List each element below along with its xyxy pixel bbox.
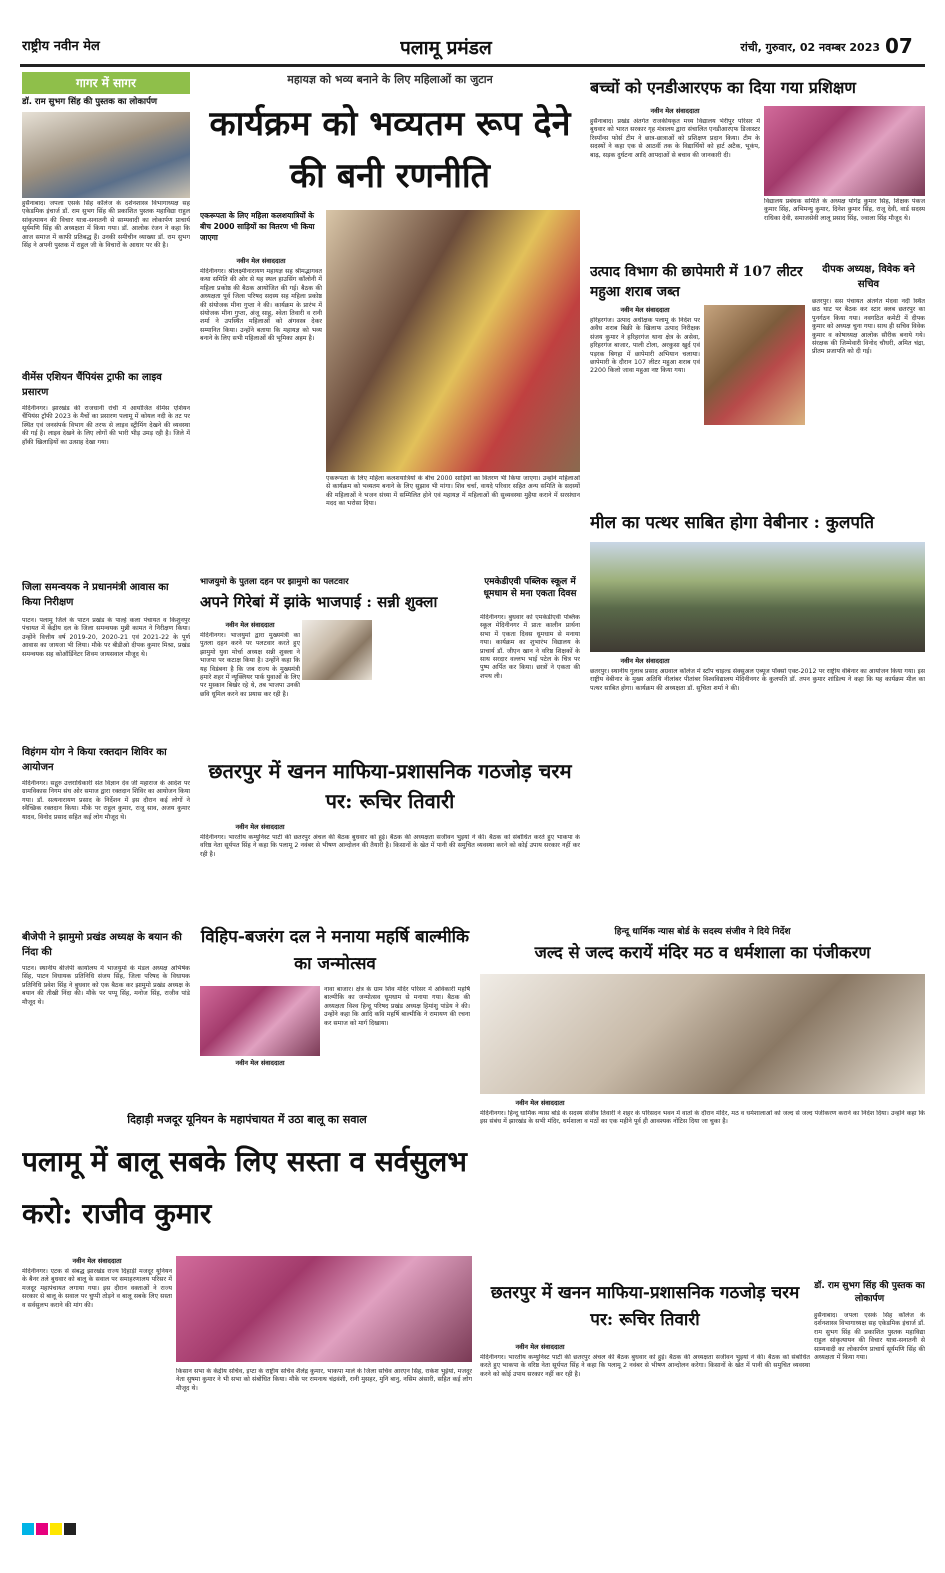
excise-body: हरिहरगंज। उत्पाद अधीक्षक पलामू के निर्देश पर अवैध शराब बिक्री के खिलाफ उत्पाद निरीक्षक संजय कुमार ने हरिहरगंज थाना क्षेत्र के असेवा, हरिहरगंज बाजार, पाली टोला, अरकुसा खुर्द एवं पड़रक बिगहा में छापेमारी अभियान चलाया। छापेमारी के दौरान 107 लीटर महुआ शराब एवं 2200 किलो जावा महुआ नष्ट किया गया।: [590, 317, 700, 375]
webinar-byline: नवीन मेल संवाददाता: [620, 657, 670, 665]
temple-body: मेदिनीनगर। हिन्दू धार्मिक न्यास बोर्ड के सदस्य संजीव तिवारी ने शहर के परिसदन भवन में वार्ता के दौरान मंदिर, मठ व धर्मशालाओं को जल्द से जल्द पंजीकरण कराने का निर्देश दिया। उन्होंने कहा कि इस संबंध में झारखंड के सभी मंदिर, धर्मशाला व मठों का एक महीने पूर्व ही आवश्यक नोटिस दिया जा चुका है।: [480, 1110, 925, 1126]
ndrf-photo: [764, 106, 925, 196]
bjym-byline: नवीन मेल संवाददाता: [225, 621, 275, 629]
webinar-body: छतरपुर। स्थानीय गुलाब प्रसाद अग्रवाल कॉलेज में स्टॉप चाइल्ड सेक्सुअल एब्यूज पॉक्सो एक्ट-2012 पर राष्ट्रीय वेबिनार का आयोजन किया गया। इस राष्ट्रीय वेबीनार के मुख्य अतिथि नीलांबर पीतांबर विश्वविद्यालय मेदिनीनगर के कुलपति डॉ. तपन कुमार शांडिल्य ने कहा कि यह कार्यक्रम मील का पत्थर साबित होगा। कार्यक्रम की अध्यक्षता डॉ. सुचिता शर्मा ने की।: [590, 668, 925, 692]
sand-body: मेदिनीनगर। एटक से संबद्ध झारखंड राज्य दिहाड़ी मजदूर यूनियन के बैनर तले बुधवार को बालू के सवाल पर समाहरणालय परिसर में मजदूर महापंचायत लगाया गया। इस दौरान वक्ताओं ने राज्य सरकार से बालू के सवाल पर चुप्पी तोड़ने व बालू सबके लिए सस्ता व सर्वसुलभ कराने की मांग की।: [22, 1268, 172, 1309]
left-story5-headline: बीजेपी ने झामुमो प्रखंड अध्यक्ष के बयान की निंदा की: [22, 932, 182, 958]
bjym-headline: अपने गिरेबां में झांके भाजपाई : सन्नी शुक्ला: [200, 593, 438, 611]
excise-byline: नवीन मेल संवाददाता: [620, 306, 670, 314]
bjym-kicker: भाजयुमो के पुतला दहन पर झामुमो का पलटवार: [200, 577, 349, 587]
masthead-date: रांची, गुरुवार, 02 नवम्बर 2023: [740, 41, 880, 54]
left-story1-headline: डॉ. राम सुभग सिंह की पुस्तक का लोकार्पण: [22, 97, 158, 107]
webinar-headline: मील का पत्थर साबित होगा वेबीनार : कुलपति: [590, 513, 875, 533]
ndrf-byline: नवीन मेल संवाददाता: [650, 107, 700, 115]
left-story2-headline: वीमेंस एशियन चैंपियंस ट्राफी का लाइव प्रसारण: [22, 372, 162, 398]
ndrf-headline: बच्चों को एनडीआरएफ का दिया गया प्रशिक्षण: [590, 78, 856, 97]
valmiki-body: नावा बाजार। क्षेत्र के ग्राम शिव मंदिर परिसर में अविकारी महर्षि बाल्मीकि का जन्मोत्सव धूमधाम से मनाया गया। बैठक की अध्यक्षता विश्व हिन्दू परिषद प्रखंड अध्यक्ष हिमांशु पांडेय ने की। उन्होंने कहा कि आदि कवि महर्षि बाल्मीकि ने रामायण की रचना कर समाज को मार्ग दिखाया।: [324, 986, 470, 1027]
sand-kicker: दिहाड़ी मजदूर यूनियन के महापंचायत में उठा बालू का सवाल: [127, 1113, 367, 1126]
bjym-body: मेदिनीनगर। भाजयुमो द्वारा मुख्यमंत्री का पुतला दहन करने पर पलटवार करते हुए झामुमो युवा मोर्चा अध्यक्ष सन्नी शुक्ला ने भाजपा पर कटाक्ष किया है। उन्होंने कहा कि यह विडंबना है कि जब राज्य के मुख्यमंत्री हमारे शहर में न्यूक्लियर पार्क युवाओं के लिए पर मुस्कान बिखेर रहे थे, तब भाजपा उनकी छवि धूमिल करने का प्रयास कर रही है।: [200, 632, 300, 698]
mining2-byline: नवीन मेल संवाददाता: [515, 1343, 565, 1351]
lead-subhead: एकरूपता के लिए महिला कलशयात्रियों के बीच 2000 साड़ियों का वितरण भी किया जाएगा: [200, 211, 315, 242]
mkdav-body: मेदिनीनगर। बुधवार को एमकेडीएवी पब्लिक स्कूल मेदिनीनगर में प्रातः कालीन प्रार्थना सभा में एकता दिवस धूमधाम से मनाया गया। कार्यक्रम का शुभारंभ विद्यालय के प्राचार्य डॉ. जीएन खान ने वरिष्ठ शिक्षकों के साथ सरदार वल्लभ भाई पटेल के चित्र पर पुष्प अर्पित कर किया। छात्रों ने एकता की शपथ ली।: [480, 614, 580, 680]
left-story4-body: मेदिनीनगर। सद्गुरु उत्तराधिकारी संत विज्ञान देव जी महाराज के आदेश पर ग्रामविकास निगम संघ ओर समाज द्वारा रक्तदान शिविर का आयोजन किया गया। डॉ. सत्यनारायण प्रसाद के निर्देशन में इस दौरान कई लोगों ने स्वैच्छिक रक्तदान किया। मौके पर राहुल कुमार, राजू साव, अजय कुमार यादव, विनोद प्रसाद सहित कई लोग मौजूद थे।: [22, 780, 190, 821]
left-story1-photo: [22, 112, 190, 198]
sand-body2: किसान सभा के केंद्रीय सचिव, इप्टा के राष्ट्रीय सचिव शैलेंद्र कुमार, भाकपा माले के जिला सचिव आरएन सिंह, राकेश भुईयां, मजदूर नेता सुषमा कुमार ने भी सभा को संबोधित किया। मौके पर रामनाथ चंद्रवंशी, रानी मुसहर, मुनि बानु, नसिम अंसारी, सहित कई लोग मौजूद थे।: [176, 1368, 472, 1392]
valmiki-headline: विहिप-बजरंग दल ने मनाया महर्षि बाल्मीकि का जन्मोत्सव: [200, 927, 470, 974]
mining2-body: मेदिनीनगर। भारतीय कम्युनिस्ट पार्टी की छतरपुर अंचल की बैठक बुधवार को हुई। बैठक की अध्यक्षता सजीवन भुइयां ने की। बैठक को संबोधित करते हुए भाकपा के वरिष्ठ नेता सूर्यपत सिंह ने कहा कि पलामू 2 नवंबर से भीषण आन्दोलन करेगा। किसानों के खेत में पानी की समुचित व्यवस्था करने को कोई उपाय सरकार नहीं कर रही है।: [480, 1354, 810, 1378]
left-section-label: गागर में सागर: [22, 72, 190, 94]
lead-byline: नवीन मेल संवाददाता: [236, 257, 286, 265]
left-story1-body: हुसैनाबाद। जपला एसके सिंह कॉलेज के दर्शनशास्त्र विभागाध्यक्ष सह एकेडमिक इंचार्ज डॉ. राम सुभग सिंह की प्रकाशित पुस्तक महाविद्या राहुल सांकृत्यायन की विचार यात्रा-सनातनी से साम्यवादी का लोकार्पण प्राचार्य सूर्यमणि सिंह की अध्यक्षता में किया गया। डॉ. आलोक रंजन ने कहा कि आज समाज में काफी प्रतिबद्ध हैं। उनकी समीचीन व्याख्या डॉ. राम सुभग सिंह ने अपनी पुस्तक में राहुल जी के विचारों के आधार पर की है।: [22, 200, 190, 250]
deepak-body: छतरपुर। सस पंचायत अंतर्गत मेदवा नदी स्थित छठ घाट पर बैठक कर स्टार क्लब छतरपुर का पुनर्गठन किया गया। नवगठित कमेटी में दीपक कुमार को अध्यक्ष चुना गया। साथ ही सचिव विवेक कुमार व कोषाध्यक्ष आलोक सौरीक बनाये गये। संरक्षक की जिम्मेवारी विनोद चौधरी, अमित चंद्रा, प्रीतम प्रजापति को दी गई।: [812, 298, 925, 356]
lead-headline: कार्यक्रम को भव्यतम रूप देने की बनी रणनीति: [209, 104, 571, 196]
valmiki-byline: नवीन मेल संवाददाता: [235, 1059, 285, 1067]
left-story2-body: मेदिनीनगर। झारखंड की राजधानी रांची में आयोजित वीमेंस एशियन चैंपियंस ट्रॉफी 2023 के मैचों का प्रसारण पलामू में कोयल नदी के तट पर स्थित एवं जनसंपर्क विभाग की तरफ से लाइव स्ट्रीमिंग देखने की व्यवस्था की गई है। लाइव देखने के लिए लोगों की भारी भीड़ उमड़ रही है। जिले में हॉकी खिलाड़ियों का उत्साह देखा गया।: [22, 405, 190, 446]
temple-headline: जल्द से जल्द करायें मंदिर मठ व धर्मशाला का पंजीकरण: [534, 943, 871, 962]
mining1-body: मेदिनीनगर। भारतीय कम्युनिस्ट पार्टी की छतरपुर अंचल की बैठक बुधवार को हुई। बैठक की अध्यक्षता सजीवन भुइयां ने की। बैठक को संबोधित करते हुए भाकपा के वरिष्ठ नेता सूर्यपत सिंह ने कहा कि पलामू 2 नवंबर से भीषण आन्दोलन की तैयारी है। किसानों के खेत में पानी की समुचित व्यवस्था करने को कोई उपाय सरकार नहीं कर रही है।: [200, 834, 580, 858]
left-story3-body: पाटन। पलामू जिले के पाटन प्रखंड के पाल्हे कला पंचायत व किशुनपुर पंचायत में केंद्रीय दल के जिला समन्वयक मुन्नी कामत ने निरीक्षण किया। उन्होंने वित्तीय वर्ष 2019-20, 2020-21 एवं 2021-22 के पूर्ण आवास का जायजा भी लिया। मौके पर बीडीओ दीपक कुमार मिश्रा, प्रखंड समन्वयक सह कोऑर्डिनेटर शिवम जायसवाल मौजूद थे।: [22, 617, 190, 658]
mining1-headline: छतरपुर में खनन माफिया-प्रशासनिक गठजोड़ चरम पर: रूचिर तिवारी: [208, 759, 572, 813]
mining2-headline: छतरपुर में खनन माफिया-प्रशासनिक गठजोड़ चरम पर: रूचिर तिवारी: [490, 1283, 800, 1330]
ndrf-body: हुसैनाबाद। प्रखंड अंतर्गत राजकीयकृत मध्य विद्यालय भेरीपुर परिसर में बुधवार को भारत सरकार गृह मंत्रालय द्वारा संचालित एनडीआरएफ डिजास्टर रिस्पॉन्स फोर्स टीम ने छात्र-छात्राओं को प्रशिक्षण प्रदान किया। टीम के सदस्यों ने कहा एक से आठवीं तक के विद्यार्थियों को हार्ट अटैक, भूकंप, बाढ़, सड़क दुर्घटना आदि आपदाओं से बचाव की जानकारी दी।: [590, 118, 760, 159]
yellow-swatch: [50, 1523, 62, 1535]
temple-byline: नवीन मेल संवाददाता: [515, 1099, 565, 1107]
lead-caption: एकरूपता के लिए महिला कलशयात्रियों के बीच 2000 साड़ियों का वितरण भी किया जाएगा। उन्होंने महिलाओं से कार्यक्रम को भव्यतम बनाने के लिए सुझाव भी मांगा। शिव चर्चा, वायदे परिवार सहित अन्य समिति के सदस्यों की महिलाओं ने भजन संध्या में सम्मिलित होने एवं महायज्ञ में महिलाओं की सुव्यवस्था मुहैया कराने में सरसंघान मदद का भरोसा दिया।: [326, 475, 580, 508]
black-swatch: [64, 1523, 76, 1535]
temple-photo: [480, 974, 925, 1094]
left-story4-headline: विहंगम योग ने किया रक्तदान शिविर का आयोजन: [22, 747, 167, 773]
top-rule: [20, 64, 925, 67]
book2-headline: डॉ. राम सुभग सिंह की पुस्तक का लोकार्पण: [814, 1281, 925, 1304]
registration-color-bar: [22, 1520, 925, 1536]
left-story5-body: पाटन। स्थानीय बीजेपी कार्यालय में भाजयुमो के मंडल अध्यक्ष अभिषेक सिंह, पाटन विधायक प्रतिनिधि संजय सिंह, जिला परिषद के विधायक प्रतिनिधि प्रवेश सिंह ने बुधवार को एक बैठक कर झामुमो प्रखंड अध्यक्ष के बयान की तीखी निंदा की। मौके पर पप्पू सिंह, मनोज सिंह, राजीव पांडे मौजूद थे।: [22, 965, 190, 1006]
cyan-swatch: [22, 1523, 34, 1535]
magenta-swatch: [36, 1523, 48, 1535]
masthead-brand: राष्ट्रीय नवीन मेल: [22, 39, 100, 54]
mkdav-headline: एमकेडीएवी पब्लिक स्कूल में धूमधाम से मना एकता दिवस: [483, 577, 577, 599]
lead-photo: [326, 210, 580, 472]
valmiki-photo: [200, 986, 320, 1056]
bjym-portrait: [302, 620, 372, 680]
sand-headline: पलामू में बालू सबके लिए सस्ता व सर्वसुलभ करो: राजीव कुमार: [22, 1145, 467, 1230]
temple-kicker: हिन्दू धार्मिक न्यास बोर्ड के सदस्य संजीव ने दिये निर्देश: [614, 927, 791, 937]
excise-headline: उत्पाद विभाग की छापेमारी में 107 लीटर महुआ शराब जब्त: [590, 264, 803, 300]
masthead-section: पलामू प्रमंडल: [400, 37, 492, 59]
webinar-photo: [590, 542, 925, 652]
mining1-byline: नवीन मेल संवाददाता: [235, 823, 285, 831]
lead-body: मेदिनीनगर। श्रीलक्ष्मीनारायण महायज्ञ सह श्रीमद्भागवत कथा समिति की ओर से यह स्थल हाउसिंग कॉलोनी में महिला प्रकोष्ठ की बैठक आयोजित की गई। बैठक की अध्यक्षता पूर्व जिला परिषद सदस्य सह महिला प्रकोष्ठ की संयोजक मीना गुप्ता ने की। कार्यक्रम के प्रारंभ में संयोजक मीना गुप्ता, अंजू साहू, श्वेता तिवारी व रानी शर्मा ने उपस्थित महिलाओं को अंगवस्त्र देकर सम्मानित किया। उन्होंने बताया कि महायज्ञ को भव्य बनाने के लिए सभी महिलाओं की भूमिका अहम है।: [200, 268, 322, 343]
deepak-headline: दीपक अध्यक्ष, विवेक बने सचिव: [822, 264, 915, 290]
excise-photo: [704, 305, 805, 425]
sand-photo: [176, 1256, 472, 1362]
left-story3-headline: जिला समन्वयक ने प्रधानमंत्री आवास का किया निरीक्षण: [22, 582, 169, 608]
lead-kicker: महायज्ञ को भव्य बनाने के लिए महिलाओं का जुटान: [287, 73, 493, 86]
page-number: 07: [885, 34, 913, 58]
sand-byline: नवीन मेल संवाददाता: [72, 1257, 122, 1265]
ndrf-caption: विद्यालय प्रबंधक समिति के अध्यक्ष योगेंद्र कुमार सिंह, शिक्षक पंकज कुमार सिंह, अभिमन्यु कुमार, दिनेश कुमार सिंह, राजू देवी, वार्ड सदस्य राधिका देवी, समाजसेवी लालू प्रसाद सिंह, ज्वाला सिंह मौजूद थे।: [764, 198, 925, 222]
book2-body: हुसैनाबाद। जपला एसके सिंह कॉलेज के दर्शनशास्त्र विभागाध्यक्ष सह एकेडमिक इंचार्ज डॉ. राम सुभग सिंह की प्रकाशित पुस्तक महाविद्या राहुल सांकृत्यायन की विचार यात्रा-सनातनी से साम्यवादी का लोकार्पण प्राचार्य सूर्यमणि सिंह की अध्यक्षता में किया गया।: [814, 1312, 925, 1362]
